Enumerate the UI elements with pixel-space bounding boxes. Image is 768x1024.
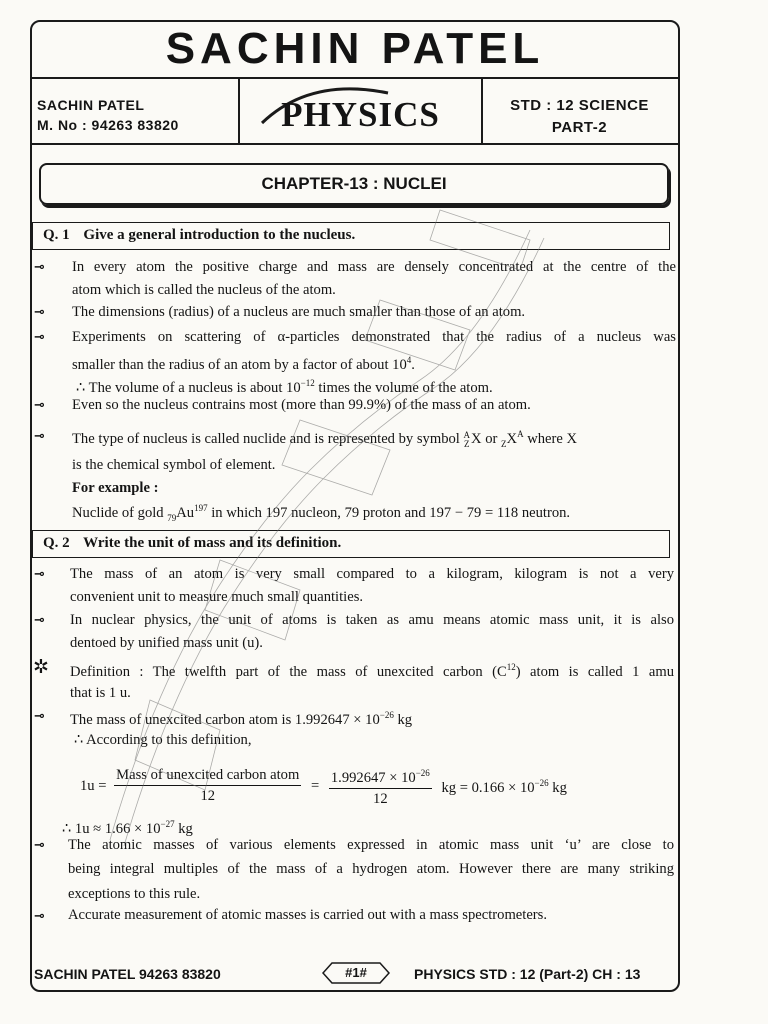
result-line: ∴ $1u \approx 1.66 \times 10^{-27}$ kg (62, 819, 193, 837)
bullet-icon: ⊸ (34, 838, 45, 853)
subject-block (240, 79, 483, 143)
class-info (483, 79, 676, 143)
page-title: SACHIN PATEL (165, 24, 545, 73)
bullet-icon: ⊸ (34, 305, 45, 320)
author-contact (30, 79, 240, 143)
question-title: Give a general introduction to the nucleus. (83, 227, 356, 243)
question-number: Q. 2 (43, 535, 70, 551)
std-label: STD : 12 SCIENCE (510, 97, 649, 114)
text-line: exceptions to this rule. (68, 886, 201, 902)
fraction: $\frac{1.992647 \times 10^{-26}}{12}$ (329, 763, 432, 809)
bullet-icon: ⊸ (34, 709, 45, 724)
bullet-icon: ⊸ (34, 909, 45, 924)
text-line: The atomic masses of various elements expressed in atomic mass unit ‘u’ are close to (68, 837, 674, 853)
text-line: In nuclear physics, the unit of atoms is taken as amu means atomic mass unit, it is also (70, 612, 674, 628)
text-line: In every atom the positive charge and mass are densely concentrated at the centre of the (72, 259, 676, 275)
footer-author: SACHIN PATEL 94263 83820 (34, 966, 221, 982)
question-title: Write the unit of mass and its definition. (83, 535, 342, 551)
chapter-heading: CHAPTER-13 : NUCLEI (39, 163, 669, 205)
text-line: that is 1 u. (70, 685, 131, 701)
text-line: Accurate measurement of atomic masses is carried out with a mass spectrometers. (68, 907, 547, 923)
amu-equation: 1u = $\frac{\text{Mass of unexcited carbon atom}}{12}$ = $\frac{1.992647 \times 10^{-26}}{12}$ kg = $0.166 \times 10^{-26}$ kg (80, 763, 680, 809)
example-label: For example : (72, 480, 159, 496)
text-line: Experiments on scattering of α-particles demonstrated that the radius of a nucleus was (72, 329, 676, 345)
example-line: Nuclide of gold $_{79}Au^{197}$ in which 197 nucleon, 79 proton and 197 − 79 = 118 neutron. (72, 503, 571, 523)
page-number: #1# (345, 965, 367, 980)
text-line: dentoed by unified mass unit (u). (70, 635, 263, 651)
text-line: smaller than the radius of an atom by a factor of about $10^4$. (72, 355, 415, 373)
definition-line: Definition : The twelfth part of the mass of unexcited carbon $(C^{12})$ atom is called 1 amu (70, 662, 675, 680)
bullet-icon: ⊸ (34, 260, 45, 275)
bullet-icon: ⊸ (34, 429, 45, 444)
question-number: Q. 1 (43, 227, 70, 243)
bullet-icon: ⊸ (34, 567, 45, 582)
bullet-icon: ⊸ (34, 398, 45, 413)
text-line: The dimensions (radius) of a nucleus are much smaller than those of an atom. (72, 304, 526, 320)
author-name: SACHIN PATEL (37, 97, 145, 113)
text-line: The mass of unexcited carbon atom is $1.992647 \times 10^{-26}$ kg (70, 710, 413, 728)
text-line: atom which is called the nucleus of the atom. (72, 282, 336, 298)
header-info-row (30, 77, 680, 145)
bullet-icon: ⊸ (34, 613, 45, 628)
star-icon: ✲ (33, 656, 49, 678)
question-1-box (32, 222, 670, 250)
text-line: ∴ According to this definition, (74, 732, 252, 748)
question-2-box (32, 530, 670, 558)
text-line: ∴ The volume of a nucleus is about $10^{-12}$ times the volume of the atom. (76, 378, 493, 396)
mobile-number: M. No : 94263 83820 (37, 117, 179, 133)
text-line: The mass of an atom is very small compared to a kilogram, kilogram is not a very (70, 566, 674, 582)
text-line: is the chemical symbol of element. (72, 457, 276, 473)
footer-course: PHYSICS STD : 12 (Part-2) CH : 13 (414, 966, 641, 982)
fraction: $\frac{\text{Mass of unexcited carbon atom}}{12}$ (116, 767, 300, 805)
nuclide-symbol-line: The type of nucleus is called nuclide and is represented by symbol A Z X or $_ZX^A$ where X (72, 429, 578, 449)
text-line: Even so the nucleus contrains most (more than 99.9%) of the mass of an atom. (72, 397, 531, 413)
subject-title: PHYSICS (281, 95, 440, 134)
part-label: PART-2 (551, 119, 608, 136)
text-line: being integral multiples of the mass of a hydrogen atom. However there are many striking (68, 861, 674, 877)
text-line: convenient unit to measure much small quantities. (70, 589, 364, 605)
bullet-icon: ⊸ (34, 330, 45, 345)
